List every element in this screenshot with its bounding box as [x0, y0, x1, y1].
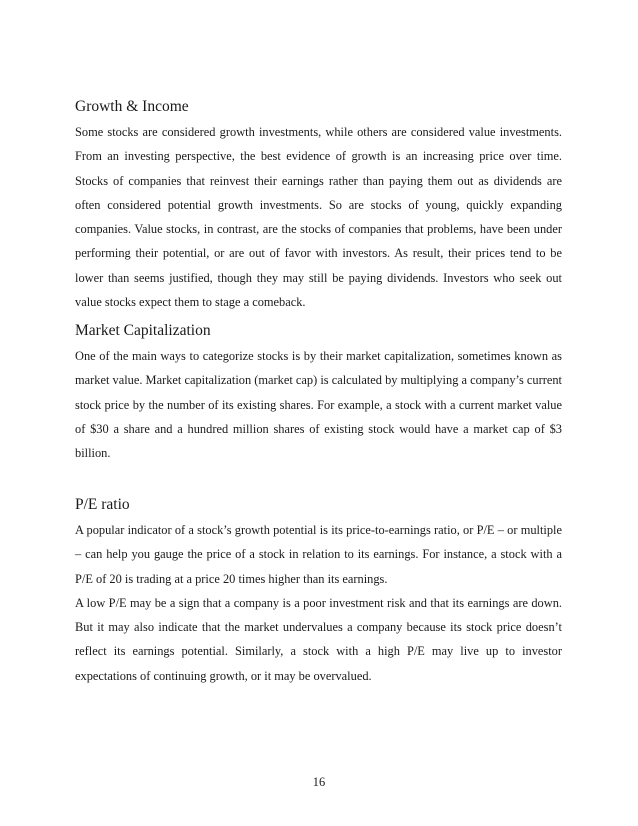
- section-paragraph: One of the main ways to categorize stocks is by their market capitalization, sometimes known as market value. Market capitalization (market cap) is calculated by multiplying a company’s current stock price by the number of its existing shares. For example, a stock with a current market value of $30 a share and a hundred million shares of existing stock would have a market cap of $3 billion.: [75, 349, 562, 461]
- section-paragraph: Some stocks are considered growth investments, while others are considered value investments. From an investing perspective, the best evidence of growth is an increasing price over time. Stocks of companies that reinvest their earnings rather than paying them out as dividends are often considered potential growth investments. So are stocks of young, quickly expanding companies. Value stocks, in contrast, are the stocks of companies that problems, have been under performing their potential, or are out of favor with investors. As result, their prices tend to be lower than seems justified, though they may still be paying dividends. Investors who seek out value stocks expect them to stage a comeback.: [75, 125, 562, 310]
- page-number: 16: [312, 775, 326, 789]
- section-market-capitalization: [75, 321, 562, 465]
- section-pe-ratio: [75, 495, 562, 688]
- section-paragraph: A low P/E may be a sign that a company is a poor investment risk and that its earnings are down. But it may also indicate that the market undervalues a company because its stock price doesn’t reflect its earnings potential. Similarly, a stock with a high P/E may live up to investor expectations of continuing growth, or it may be overvalued.: [75, 595, 562, 683]
- section-growth-income: [75, 97, 562, 314]
- section-paragraph: A popular indicator of a stock’s growth potential is its price-to-earnings ratio, or P/E – or multiple – can help you gauge the price of a stock in relation to its earnings. For instance, a stock with a P/E of 20 is trading at a price 20 times higher than its earnings.: [75, 523, 562, 586]
- section-heading: Market Capitalization: [75, 322, 211, 339]
- section-heading: Growth & Income: [75, 98, 189, 115]
- section-heading: P/E ratio: [75, 496, 130, 513]
